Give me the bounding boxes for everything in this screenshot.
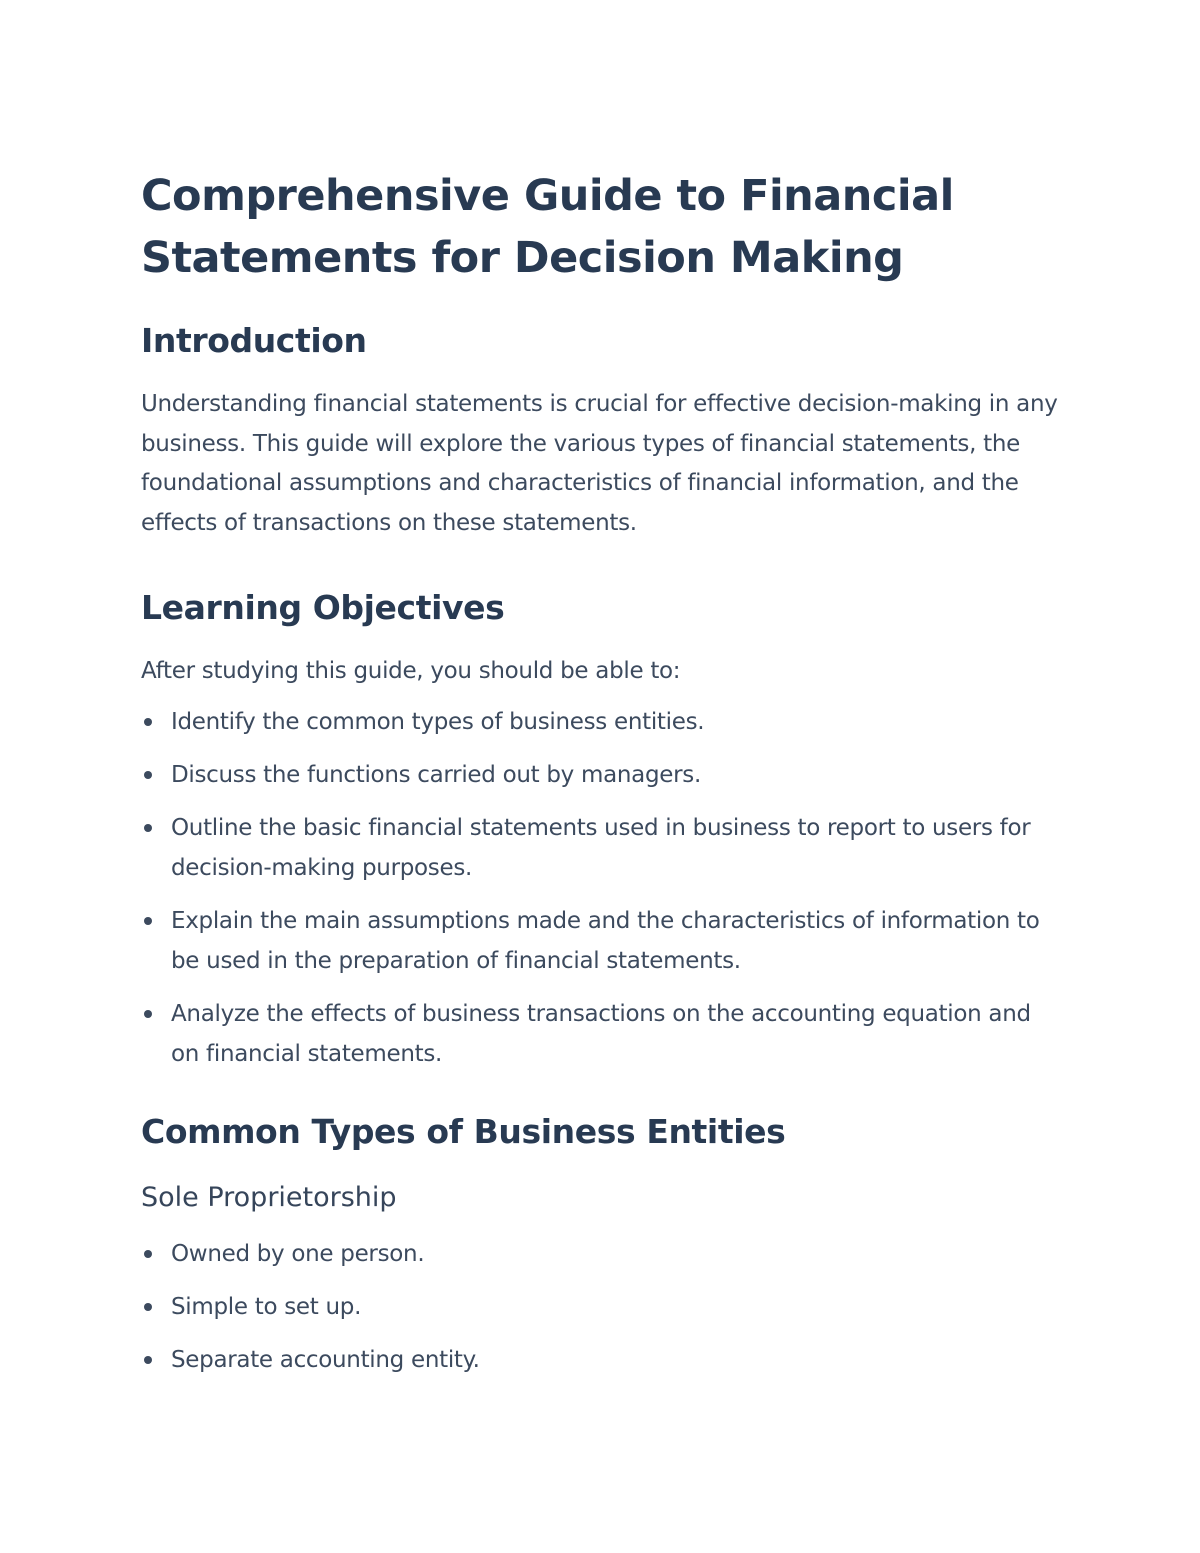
bullet-icon	[144, 1010, 152, 1018]
bullet-icon	[144, 917, 152, 925]
list-item	[141, 1234, 1060, 1274]
list-item-text: Discuss the functions carried out by managers.	[171, 761, 701, 788]
list-item-text: Identify the common types of business entities.	[171, 708, 705, 735]
sole-proprietorship-list	[141, 1234, 1060, 1380]
introduction-paragraph: Understanding financial statements is crucial for effective decision-making in any business. This guide will explore the various types of financial statements, the foundational assumptions and characteristics of financial information, and the effects of transactions on these statements.	[141, 391, 1058, 536]
learning-objectives-heading: Learning Objectives	[141, 588, 505, 627]
list-item	[141, 808, 1060, 888]
list-item	[141, 994, 1060, 1074]
learning-objectives-lead: After studying this guide, you should be able to:	[141, 658, 681, 684]
list-item-text: Analyze the effects of business transactions on the accounting equation and on financial statements.	[171, 1000, 1031, 1067]
list-item	[141, 1287, 1060, 1327]
business-entities-heading: Common Types of Business Entities	[141, 1111, 786, 1151]
document-title: Comprehensive Guide to Financial Statements for Decision Making	[141, 171, 954, 283]
list-item-text: Owned by one person.	[171, 1240, 425, 1267]
list-item-text: Explain the main assumptions made and the characteristics of information to be used in the preparation of financial statements.	[171, 907, 1040, 974]
sole-proprietorship-heading: Sole Proprietorship	[141, 1181, 397, 1213]
list-item-text: Outline the basic financial statements used in business to report to users for decision-making purposes.	[171, 814, 1031, 881]
bullet-icon	[144, 1356, 152, 1364]
bullet-icon	[144, 718, 152, 726]
bullet-icon	[144, 771, 152, 779]
introduction-heading: Introduction	[141, 321, 367, 360]
learning-objectives-list	[141, 702, 1060, 1074]
list-item	[141, 1340, 1060, 1380]
bullet-icon	[144, 1250, 152, 1258]
bullet-icon	[144, 1303, 152, 1311]
list-item	[141, 755, 1060, 795]
bullet-icon	[144, 824, 152, 832]
list-item-text: Simple to set up.	[171, 1293, 362, 1320]
list-item	[141, 702, 1060, 742]
list-item-text: Separate accounting entity.	[171, 1346, 480, 1373]
list-item	[141, 901, 1060, 981]
